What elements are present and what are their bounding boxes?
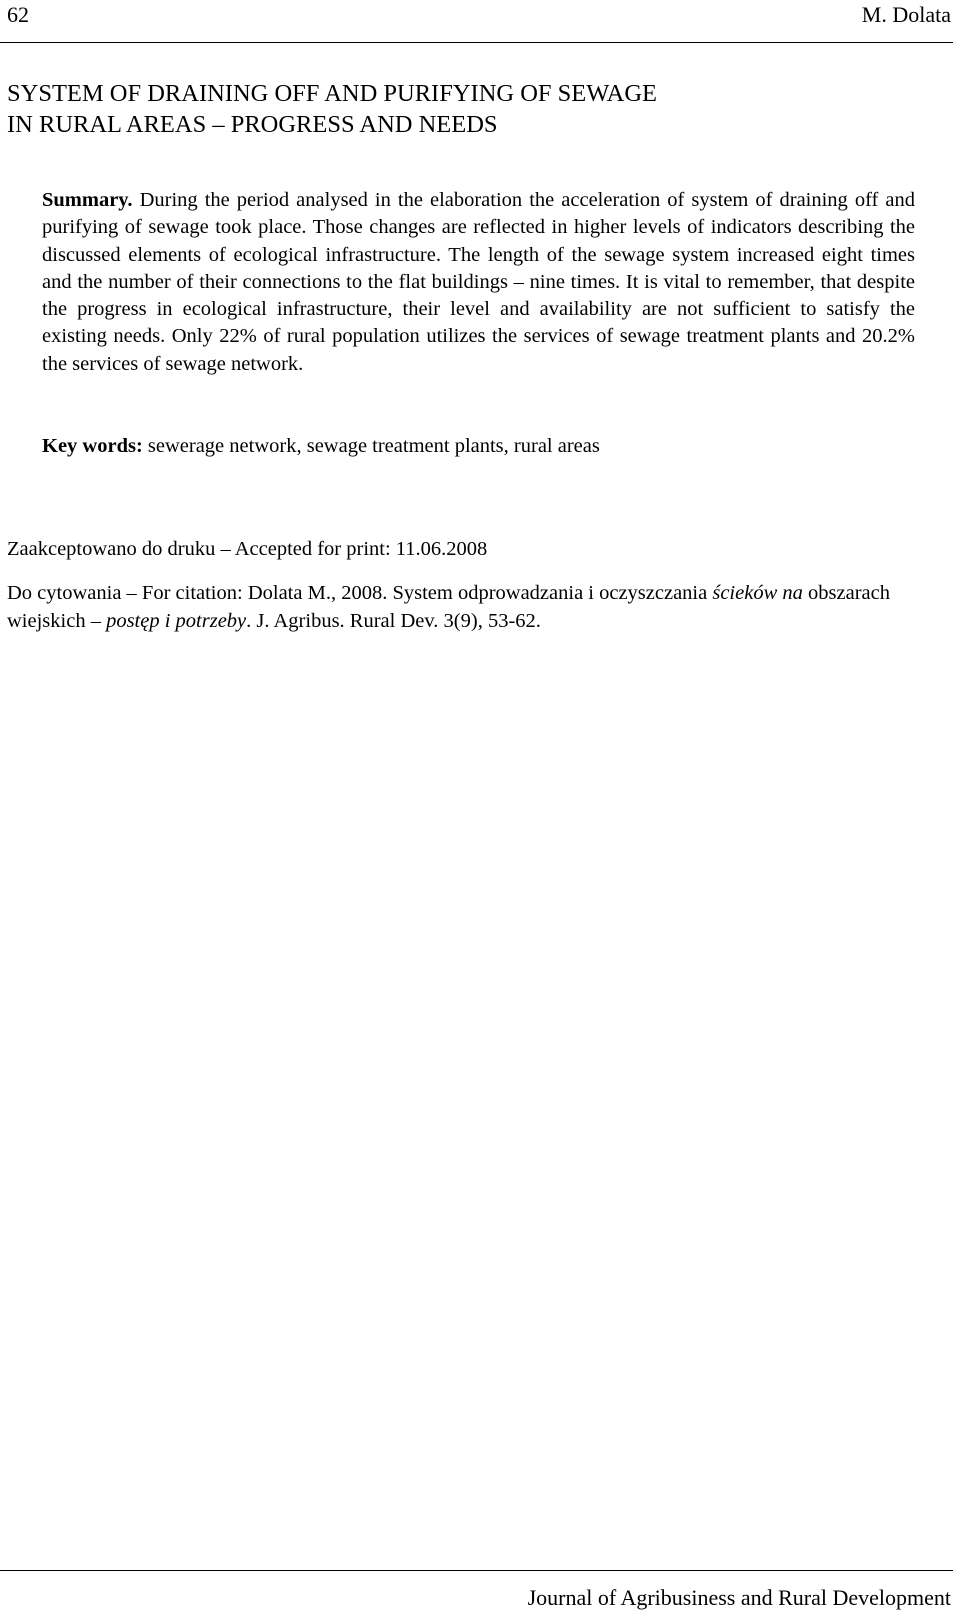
- title-line-1: SYSTEM OF DRAINING OFF AND PURIFYING OF SEWAGE: [7, 80, 658, 107]
- citation-part-4: postęp i potrzeby: [106, 610, 247, 632]
- summary-text: During the period analysed in the elaboration the acceleration of system of draining off and purifying of sewage took place. Those changes are reflected in higher levels of indicators describing the discussed elements of ecological infrastructure. The length of the sewage system increased eight times and the number of their connections to the flat buildings – nine times. It is vital to remember, that despite the progress in ecological infrastructure, their level and availability are not sufficient to satisfy the existing needs. Only 22% of rural population utilizes the services of sewage treatment plants and 20.2% the services of sewage network.: [42, 189, 915, 375]
- article-title: [7, 78, 907, 140]
- citation-part-2: ścieków na: [712, 582, 803, 604]
- accepted-line: Zaakceptowano do druku – Accepted for print: 11.06.2008: [7, 538, 488, 560]
- citation-part-3: obszarach wiejskich –: [7, 582, 890, 632]
- running-author: M. Dolata: [861, 2, 951, 27]
- page-footer: [0, 1570, 953, 1623]
- summary-paragraph: [42, 187, 915, 378]
- summary-label: Summary.: [42, 189, 133, 211]
- citation-part-5: . J. Agribus. Rural Dev. 3(9), 53-62.: [246, 610, 541, 632]
- keywords-text: sewerage network, sewage treatment plants, rural areas: [147, 435, 600, 457]
- page-number: 62: [7, 2, 29, 27]
- page-header: [0, 0, 953, 43]
- journal-name: Journal of Agribusiness and Rural Development: [527, 1585, 951, 1610]
- citation-paragraph: [7, 579, 953, 635]
- title-line-2: IN RURAL AREAS – PROGRESS AND NEEDS: [7, 111, 498, 138]
- keywords-label: Key words:: [42, 435, 143, 457]
- keywords-paragraph: [42, 433, 915, 460]
- citation-part-1: Do cytowania – For citation: Dolata M., 2008. System odprowadzania i oczyszczania: [7, 582, 708, 604]
